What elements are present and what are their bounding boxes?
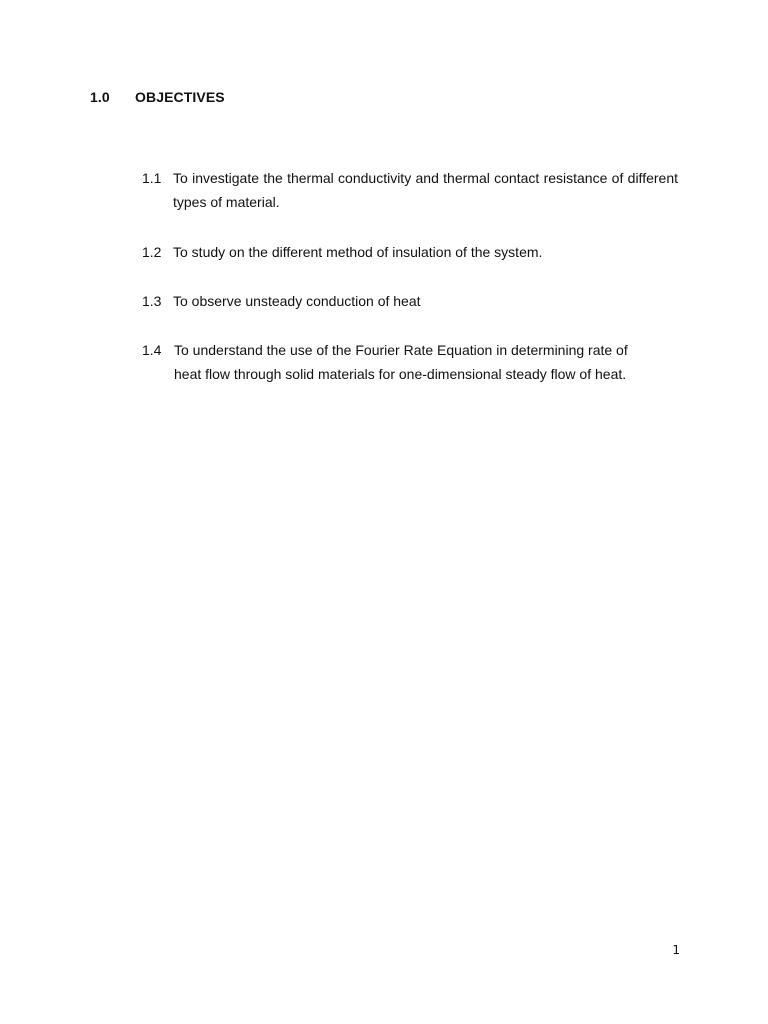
objective-item: [142, 338, 678, 386]
objective-item: [142, 240, 678, 264]
objective-text: To observe unsteady conduction of heat: [173, 293, 421, 309]
objective-number: 1.2: [142, 244, 162, 260]
objective-number: 1.4: [142, 342, 162, 358]
page-number: 1: [672, 943, 680, 957]
objective-item: [142, 166, 678, 214]
objective-text: [174, 338, 678, 386]
section-number: 1.0: [90, 89, 110, 105]
objective-text-line: heat flow through solid materials for one-dimensional steady flow of heat.: [174, 366, 627, 382]
objective-text: To study on the different method of insulation of the system.: [173, 244, 543, 260]
objective-text: To investigate the thermal conductivity and thermal contact resistance of different types of material.: [173, 170, 678, 210]
objective-item: [142, 289, 678, 313]
section-title: OBJECTIVES: [135, 89, 225, 105]
objective-number: 1.1: [142, 170, 162, 186]
section-heading: [90, 89, 225, 105]
objective-text-line: To understand the use of the Fourier Rate Equation in determining rate of: [174, 342, 628, 358]
objective-number: 1.3: [142, 293, 162, 309]
